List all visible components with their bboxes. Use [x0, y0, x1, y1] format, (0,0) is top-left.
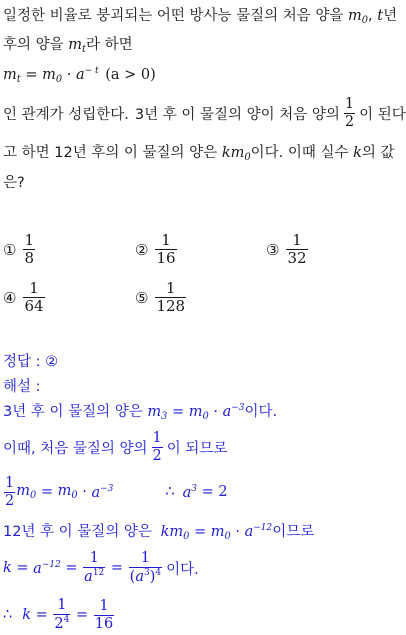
unit-year: 년: [383, 8, 398, 24]
question-text: 후의 양을: [3, 37, 64, 53]
question-text: 일정한 비율로 붕괴되는 어떤 방사능 물질의 처음 양을: [3, 8, 344, 24]
denominator: 128: [156, 297, 186, 316]
question-line-3: [3, 94, 406, 132]
math-km0: $km_0$: [221, 145, 251, 163]
explanation-step-4: 12년 후 이 물질의 양은 $km_0 = m_0 \cdot a^{-12}$이므로: [3, 523, 315, 542]
explanation-text: 이 되므로: [166, 440, 228, 457]
question-text: 이 된다: [359, 106, 406, 123]
question-text: 3년 후 이 물질의 양이 처음 양의: [134, 106, 340, 123]
denominator: 32: [287, 249, 307, 268]
numerator: 1: [166, 279, 176, 297]
option-1[interactable]: [3, 232, 36, 268]
question-line-5: [3, 171, 25, 192]
option-3[interactable]: [266, 232, 309, 268]
formula-condition: (a > 0): [105, 66, 156, 83]
math-t: t: [377, 8, 384, 24]
numerator: 1: [29, 279, 39, 297]
question-text: 인 관계가 성립한다.: [3, 106, 129, 123]
question-text: 의 값: [361, 145, 395, 161]
explanation-text: 이때, 처음 물질의 양의: [3, 440, 148, 457]
option-4[interactable]: [3, 280, 46, 316]
question-line-1: 일정한 비율로 붕괴되는 어떤 방사능 물질의 처음 양을 $m_0$, t년: [3, 8, 398, 26]
fraction-one-half: $\frac{1}{2}$: [344, 95, 355, 130]
answer-label: 정답 : ②: [3, 354, 59, 370]
fraction-one-half: $\frac{1}{2}$: [5, 474, 15, 509]
denominator: 8: [24, 249, 34, 268]
explanation-text: 3년 후 이 물질의 양은: [3, 404, 143, 420]
option-5[interactable]: [135, 280, 187, 316]
question-text: 은?: [3, 175, 25, 191]
explanation-text: 12년 후 이 물질의 양은: [3, 524, 152, 540]
denominator: 64: [24, 297, 44, 316]
explanation-step-5: k = $a^{-12}$ = $\frac{1}{a^{12}}$ = $\frac{1}{(a^3)^4}$ 이다.: [3, 550, 199, 585]
math-m0: $m_0$: [348, 8, 369, 26]
explanation-step-1: 3년 후 이 물질의 양은 $m_3 = m_0 \cdot a^{-3}$이다.: [3, 403, 278, 422]
numerator: 1: [161, 231, 171, 249]
explanation-text: 이므로: [272, 524, 315, 540]
numerator: 1: [24, 231, 34, 249]
option-mark: ③: [266, 240, 280, 259]
option-2[interactable]: [135, 232, 178, 268]
numerator: 1: [292, 231, 302, 249]
explanation-step-6: ∴ k = $\frac{1}{2^4}$ = $\frac{1}{16}$: [3, 597, 114, 632]
explanation-label: 해설 :: [3, 379, 41, 395]
question-text: 이다. 이때 실수: [250, 145, 349, 161]
question-line-2: [3, 33, 133, 55]
option-mark: ②: [135, 240, 149, 259]
option-mark: ④: [3, 288, 17, 307]
therefore-symbol: ∴: [165, 484, 175, 500]
therefore-symbol: ∴: [3, 607, 13, 623]
question-text: 고 하면 12년 후의 이 물질의 양은: [3, 145, 218, 161]
fraction-one-half: $\frac{1}{2}$: [152, 429, 162, 464]
option-mark: ①: [3, 240, 17, 259]
math-mt: $m_t$: [68, 37, 86, 55]
option-mark: ⑤: [135, 288, 149, 307]
explanation-text: 이다.: [166, 561, 199, 578]
explanation-step-3: $\frac{1}{2}$ $m_0$ = $m_0$ · $a^{-3}$ ∴ $a^3$ = 2: [5, 474, 228, 509]
denominator: 16: [156, 249, 176, 268]
explanation-step-2: [3, 428, 227, 466]
explanation-text: 이다.: [244, 404, 278, 420]
question-formula: $m_t = m_0 \cdot a^{- t}$ (a > 0): [3, 66, 156, 85]
question-text: 라 하면: [85, 37, 133, 53]
question-line-4: 고 하면 12년 후의 이 물질의 양은 $km_0$이다. 이때 실수 k의 값: [3, 145, 395, 163]
